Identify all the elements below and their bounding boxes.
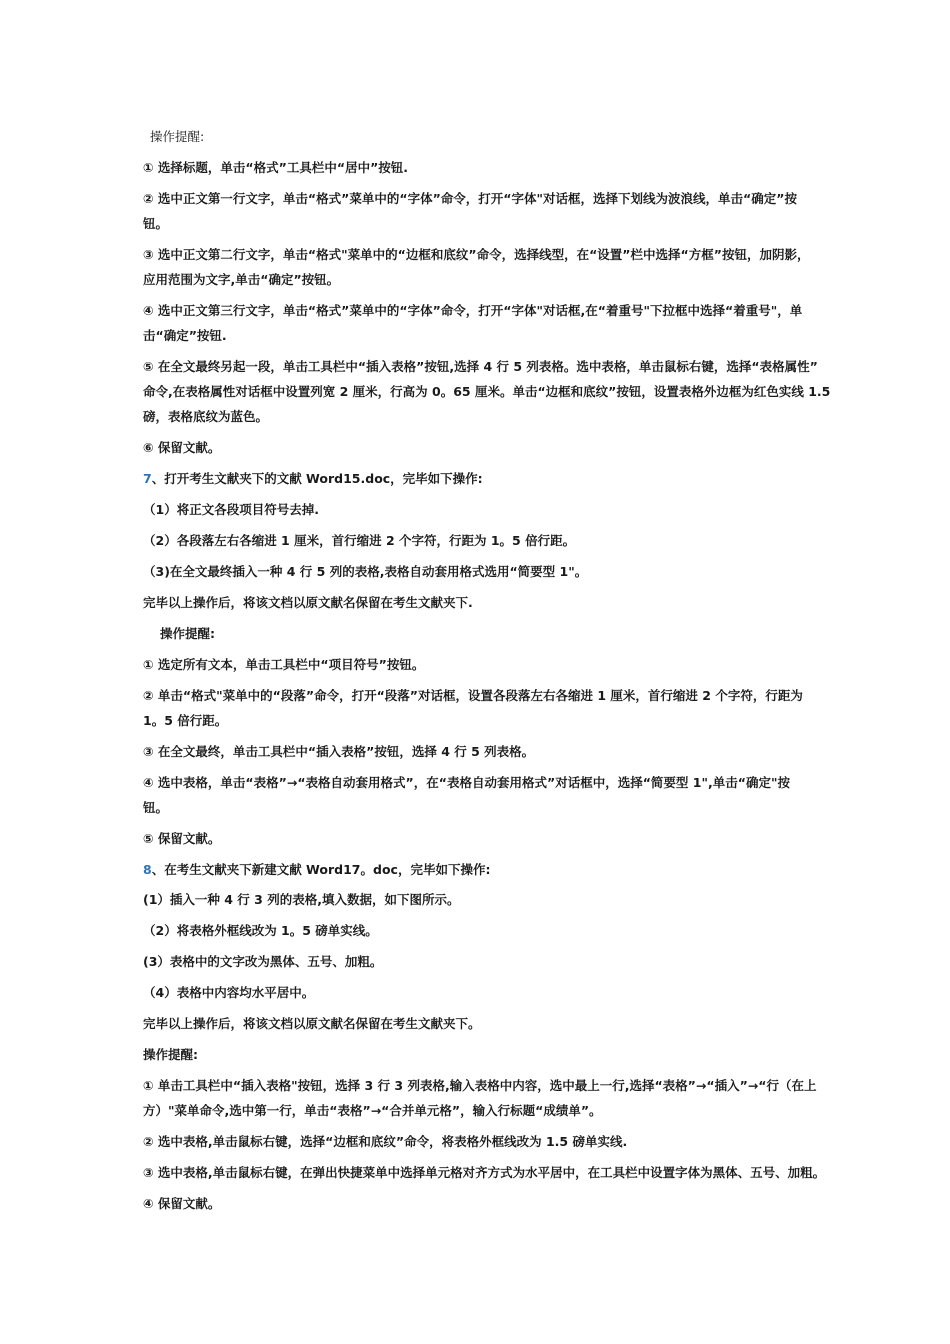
step-line: 命令,在表格属性对话框中设置列宽 2 厘米，行高为 0。65 厘米。单击“边框和底纹”按钮，设置表格外边框为红色实线 1.5 [143,384,831,399]
task-item: （2）各段落左右各缩进 1 厘米，首行缩进 2 个字符，行距为 1。5 倍行距。 [143,533,576,548]
task-item: (1）插入一种 4 行 3 列的表格,填入数据，如下图所示。 [143,892,460,907]
step-line: ① 单击工具栏中“插入表格"按钮，选择 3 行 3 列表格,输入表格中内容，选中最上一行,选择“表格”→“插入”→“行（在上 [143,1078,817,1093]
tip-heading: 操作提醒: [143,1047,198,1062]
question-number: 8 [143,862,152,877]
step-line: ⑤ 保留文献。 [143,831,221,846]
step-line: ④ 选中表格，单击“表格”→“表格自动套用格式”，在“表格自动套用格式”对话框中，选择“简要型 1",单击“确定"按 [143,775,790,790]
step-line: ⑤ 在全文最终另起一段，单击工具栏中“插入表格”按钮,选择 4 行 5 列表格。选中表格，单击鼠标右键，选择“表格属性” [143,359,818,374]
step-line: ③ 在全文最终，单击工具栏中“插入表格”按钮，选择 4 行 5 列表格。 [143,744,535,759]
step-line: 方）"菜单命令,选中第一行，单击“表格”→“合并单元格”，输入行标题“成绩单”。 [143,1103,602,1118]
task-item: （3)在全文最终插入一种 4 行 5 列的表格,表格自动套用格式选用“简要型 1"。 [143,564,588,579]
step-line: 应用范围为文字,单击“确定”按钮。 [143,272,340,287]
tip-heading: 操作提醒: [160,626,215,641]
question-7-title [143,466,811,492]
task-item: （1）将正文各段项目符号去掉. [143,502,319,517]
step-line: ③ 选中表格,单击鼠标右键，在弹出快捷菜单中选择单元格对齐方式为水平居中，在工具栏中设置字体为黑体、五号、加粗。 [143,1165,826,1180]
completion-note: 完毕以上操作后，将该文档以原文献名保留在考生文献夹下。 [143,1016,481,1031]
step-line: ① 选择标题，单击“格式”工具栏中“居中”按钮. [143,160,409,175]
step-line: ① 选定所有文本，单击工具栏中“项目符号”按钮。 [143,657,425,672]
completion-note: 完毕以上操作后，将该文档以原文献名保留在考生文献夹下. [143,595,473,610]
step-line: 1。5 倍行距。 [143,713,228,728]
task-item: （2）将表格外框线改为 1。5 磅单实线。 [143,923,378,938]
step-line: 磅，表格底纹为蓝色。 [143,409,269,424]
step-line: ④ 保留文献。 [143,1196,221,1211]
step-line: ② 单击“格式"菜单中的“段落”命令，打开“段落”对话框，设置各段落左右各缩进 1 厘米，首行缩进 2 个字符，行距为 [143,688,803,703]
task-item: （4）表格中内容均水平居中。 [143,985,315,1000]
step-line: ② 选中正文第一行文字，单击“格式”菜单中的“字体”命令，打开“字体"对话框，选择下划线为波浪线，单击“确定”按 [143,191,797,206]
question-8-title [143,857,811,883]
step-line: ④ 选中正文第三行文字，单击“格式”菜单中的“字体”命令，打开“字体"对话框,在“着重号"下拉框中选择“着重号"，单 [143,303,803,318]
step-line: ⑥ 保留文献。 [143,440,221,455]
step-line: 钮。 [143,800,169,815]
step-line: ③ 选中正文第二行文字，单击“格式"菜单中的“边框和底纹”命令，选择线型，在“设置”栏中选择“方框”按钮，加阴影， [143,247,810,262]
step-line: ② 选中表格,单击鼠标右键，选择“边框和底纹”命令，将表格外框线改为 1.5 磅单实线. [143,1134,628,1149]
step-line: 击“确定”按钮. [143,328,227,343]
task-item: (3）表格中的文字改为黑体、五号、加粗。 [143,954,383,969]
question-text: 、打开考生文献夹下的文献 Word15.doc，完毕如下操作: [151,471,483,486]
question-number: 7 [143,471,152,486]
tip-heading: 操作提醒: [150,129,205,144]
question-text: 、在考生文献夹下新建文献 Word17。doc，完毕如下操作: [151,862,491,877]
step-line: 钮。 [143,216,169,231]
